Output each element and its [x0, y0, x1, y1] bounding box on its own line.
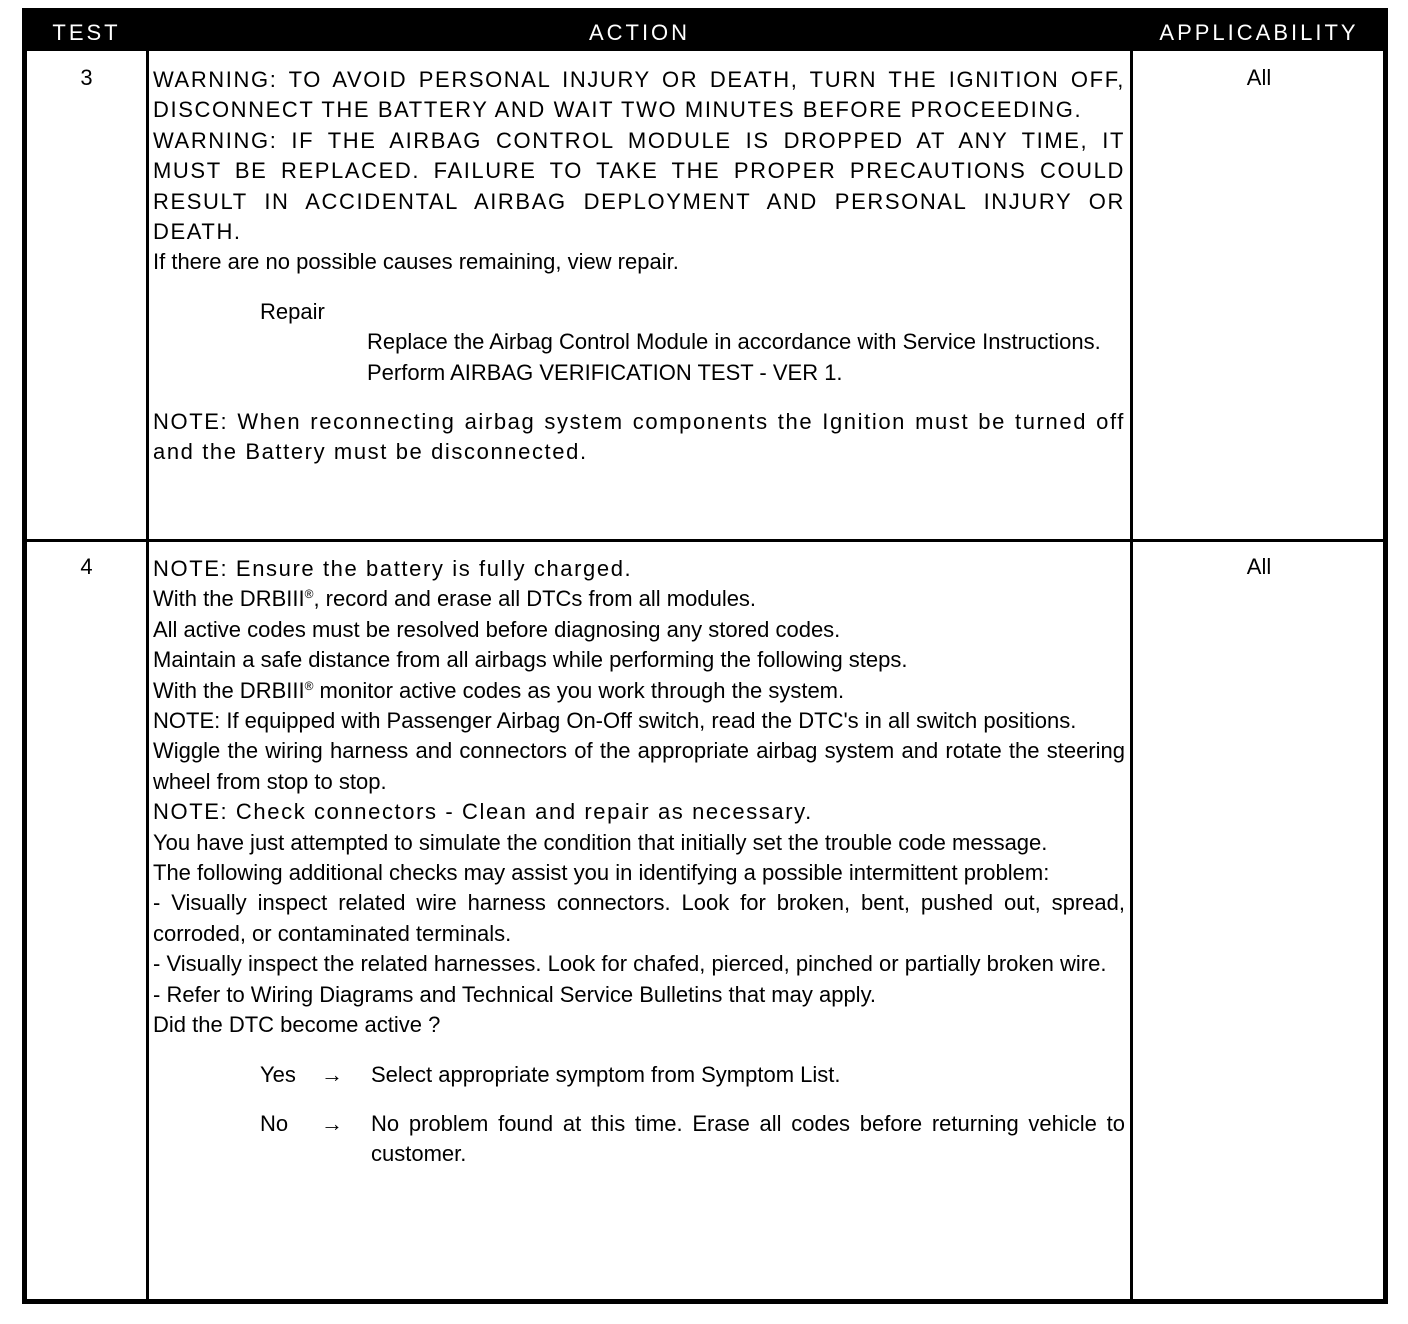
repair-step: Replace the Airbag Control Module in accordance with Service Instructions.: [367, 329, 1101, 355]
action-cell-test-4: [153, 554, 1125, 1170]
column-divider: [146, 13, 149, 1299]
arrow-right-icon: →: [321, 1110, 343, 1136]
column-divider: [1130, 13, 1133, 1299]
applicability-value: All: [1246, 554, 1272, 579]
no-label: No: [260, 1110, 289, 1136]
test-number: 4: [80, 554, 93, 579]
action-cell-test-3: [153, 65, 1125, 468]
no-text: No problem found at this time. Erase all codes before returning vehicle to customer.: [371, 1110, 1125, 1167]
row-divider: [27, 539, 1383, 542]
arrow-right-icon: →: [321, 1061, 343, 1087]
yes-label: Yes: [260, 1061, 296, 1087]
repair-step: Perform AIRBAG VERIFICATION TEST - VER 1.: [367, 359, 843, 385]
header-test: TEST: [52, 20, 121, 45]
repair-heading: Repair: [260, 298, 325, 324]
question-text: Did the DTC become active ?: [153, 1012, 441, 1038]
test-number: 3: [80, 65, 93, 90]
no-branch: [153, 1109, 1125, 1170]
instruction-text: With the DRBIII® monitor active codes as you work through the system.: [153, 677, 845, 703]
diagnostic-table: [22, 8, 1388, 1304]
check-item: - Visually inspect related wire harness connectors. Look for broken, bent, pushed out, spread, corroded, or contaminated terminals.: [153, 890, 1125, 946]
registered-mark: ®: [304, 678, 314, 693]
instruction-text: You have just attempted to simulate the condition that initially set the trouble code message.: [153, 829, 1048, 855]
table-header: [27, 13, 1383, 51]
check-item: - Visually inspect the related harnesses. Look for chafed, pierced, pinched or partially broken wire.: [153, 951, 1107, 977]
warning-module-dropped: WARNING: IF THE AIRBAG CONTROL MODULE IS DROPPED AT ANY TIME, IT MUST BE REPLACED. FAILURE TO TAKE THE PROPER PRECAUTIONS COULD RESULT IN ACCIDENTAL AIRBAG DEPLOYMENT AND PERSONAL INJURY OR DEATH.: [153, 127, 1125, 245]
instruction-text: Maintain a safe distance from all airbags while performing the following steps.: [153, 647, 908, 673]
warning-ignition: WARNING: TO AVOID PERSONAL INJURY OR DEATH, TURN THE IGNITION OFF, DISCONNECT THE BATTERY AND WAIT TWO MINUTES BEFORE PROCEEDING.: [153, 67, 1125, 123]
header-applicability: APPLICABILITY: [1159, 20, 1359, 45]
check-item: - Refer to Wiring Diagrams and Technical Service Bulletins that may apply.: [153, 981, 877, 1007]
yes-branch: [153, 1060, 1125, 1090]
instruction-text: Wiggle the wiring harness and connectors of the appropriate airbag system and rotate the steering wheel from stop to stop.: [153, 738, 1125, 794]
instruction-text: If there are no possible causes remaining, view repair.: [153, 249, 679, 275]
note-text: NOTE: Check connectors - Clean and repair as necessary.: [153, 799, 813, 825]
registered-mark: ®: [304, 587, 314, 602]
note-text: NOTE: When reconnecting airbag system components the Ignition must be turned off and the Battery must be disconnected.: [153, 409, 1125, 465]
header-action: ACTION: [588, 20, 691, 45]
instruction-text: With the DRBIII®, record and erase all DTCs from all modules.: [153, 586, 757, 612]
instruction-text: The following additional checks may assist you in identifying a possible intermittent problem:: [153, 860, 1050, 886]
note-text: NOTE: If equipped with Passenger Airbag On-Off switch, read the DTC's in all switch positions.: [153, 708, 1077, 734]
applicability-value: All: [1246, 65, 1272, 90]
note-text: NOTE: Ensure the battery is fully charged.: [153, 556, 633, 581]
yes-text: Select appropriate symptom from Symptom List.: [371, 1061, 841, 1087]
instruction-text: All active codes must be resolved before diagnosing any stored codes.: [153, 616, 841, 642]
